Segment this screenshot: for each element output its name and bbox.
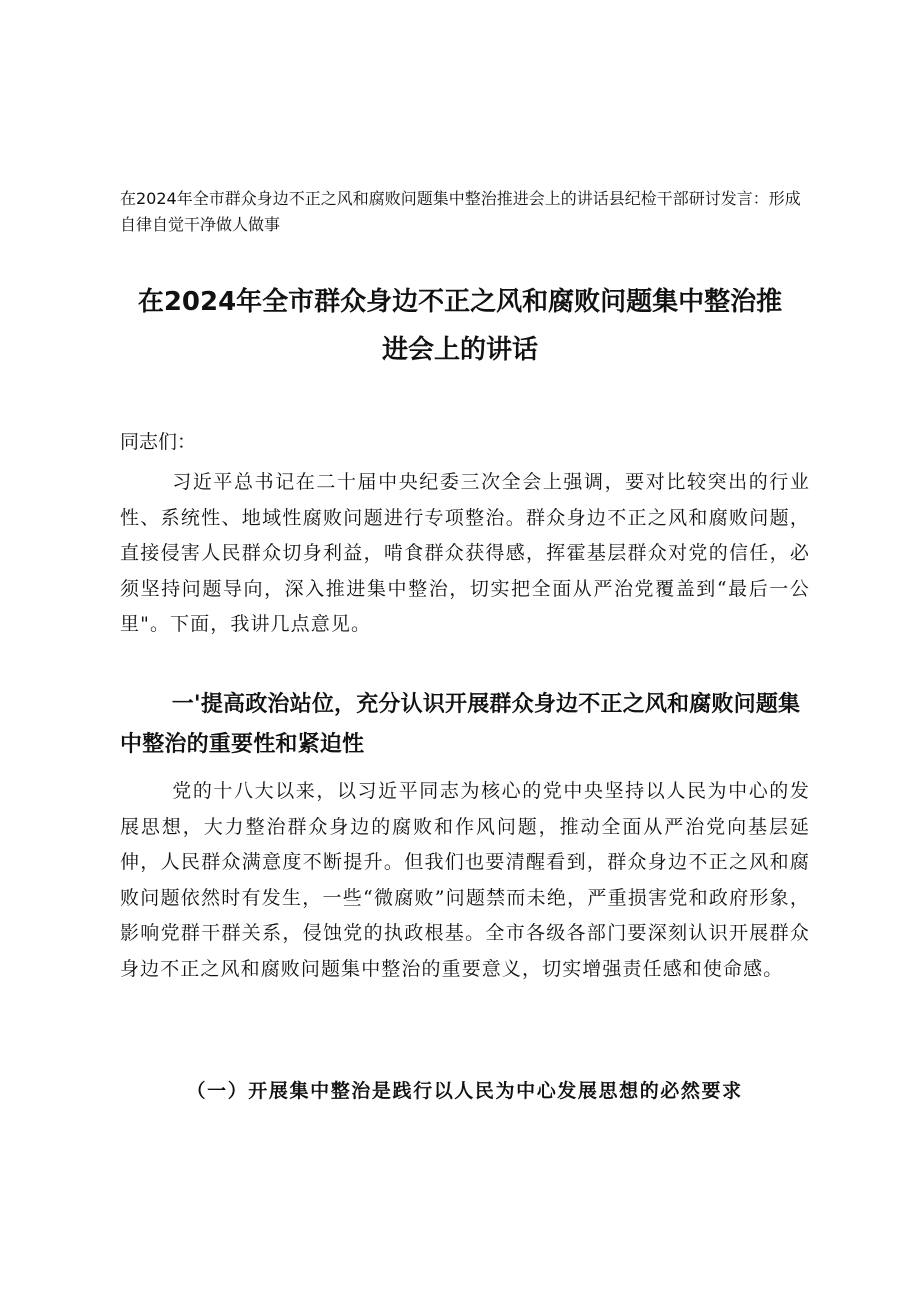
section-1-paragraph: 党的十八大以来，以习近平同志为核心的党中央坚持以人民为中心的发展思想，大力整治群众身边的腐败和作风问题，推动全面从严治党向基层延伸，人民群众满意度不断提升。但我们也要清醒看到，群众身边不正之风和腐败问题依然时有发生，一些“微腐败”问题禁而未绝，严重损害党和政府形象，影响党群干群关系，侵蚀党的执政根基。全市各级各部门要深刻认识开展群众身边不正之风和腐败问题集中整治的重要意义，切实增强责任感和使命感。 [120,780,810,980]
speech-title-line-1: 在2024年全市群众身边不正之风和腐败问题集中整治推 [137,287,783,317]
document-header: 在2024年全市群众身边不正之风和腐败问题集中整治推进会上的讲话县纪检干部研讨发言：形成自律自觉干净做人做事 [120,189,801,234]
speech-title [120,278,800,374]
intro-paragraph: 习近平总书记在二十届中央纪委三次全会上强调，要对比较突出的行业性、系统性、地域性腐败问题进行专项整治。群众身边不正之风和腐败问题，直接侵害人民群众切身利益，啃食群众获得感，挥霍基层群众对党的信任，必须坚持问题导向，深入推进集中整治，切实把全面从严治党覆盖到“最后一公里"。下面，我讲几点意见。 [120,471,810,635]
subsection-heading-1: （一）开展集中整治是践行以人民为中心发展思想的必然要求 [186,1080,743,1102]
section-heading-1: 一'提高政治站位，充分认识开展群众身边不正之风和腐败问题集中整治的重要性和紧迫性 [120,692,801,757]
salutation: 同志们： [120,431,197,453]
speech-title-line-2: 进会上的讲话 [381,335,538,365]
